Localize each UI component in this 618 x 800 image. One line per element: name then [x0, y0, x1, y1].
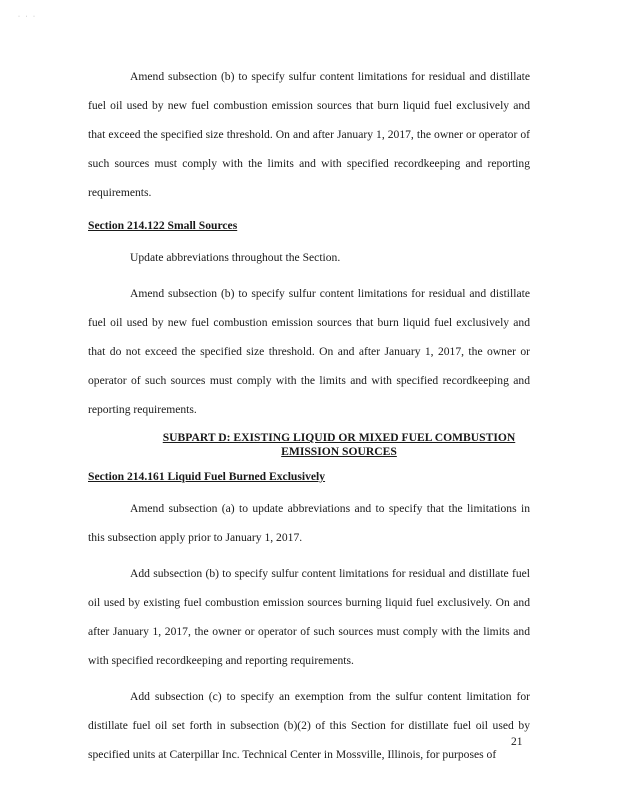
paragraph-section-214-161-a: Amend subsection (a) to update abbreviations and to specify that the limitations in this subsection apply prior to January 1, 2017. — [88, 502, 530, 544]
paragraph-section-214-161-c: Add subsection (c) to specify an exemption from the sulfur content limitation for distillate fuel oil set forth in subsection (b)(2) of this Section for distillate fuel oil used by specified units at Caterpillar Inc. Technical Center in Mossville, Illinois, for purposes of — [88, 690, 530, 761]
paragraph-section-214-121-b: Amend subsection (b) to specify sulfur content limitations for residual and distillate fuel oil used by new fuel combustion emission sources that burn liquid fuel exclusively and that exceed the specified size threshold. On and after January 1, 2017, the owner or operator of such sources must comply with the limits and with specified recordkeeping and reporting requirements. — [88, 70, 530, 199]
paragraph-update-abbreviations: Update abbreviations throughout the Section. — [130, 251, 341, 264]
subpart-d-heading: SUBPART D: EXISTING LIQUID OR MIXED FUEL COMBUSTION EMISSION SOURCES — [162, 431, 516, 458]
page-number: 21 — [511, 736, 523, 748]
scan-corner-mark: · · · — [18, 14, 37, 20]
paragraph-section-214-122-b: Amend subsection (b) to specify sulfur content limitations for residual and distillate fuel oil used by new fuel combustion emission sources that burn liquid fuel exclusively and that do not exceed the specified size threshold. On and after January 1, 2017, the owner or operator of such sources must comply with the limits and with specified recordkeeping and reporting requirements. — [88, 287, 530, 416]
document-page — [88, 62, 530, 776]
paragraph-section-214-161-b: Add subsection (b) to specify sulfur content limitations for residual and distillate fuel oil used by existing fuel combustion emission sources burning liquid fuel exclusively. On and after January 1, 2017, the owner or operator of such sources must comply with the limits and with specified recordkeeping and reporting requirements. — [88, 567, 530, 667]
section-heading-214-161: Section 214.161 Liquid Fuel Burned Exclusively — [88, 470, 326, 483]
section-heading-214-122: Section 214.122 Small Sources — [88, 219, 238, 232]
